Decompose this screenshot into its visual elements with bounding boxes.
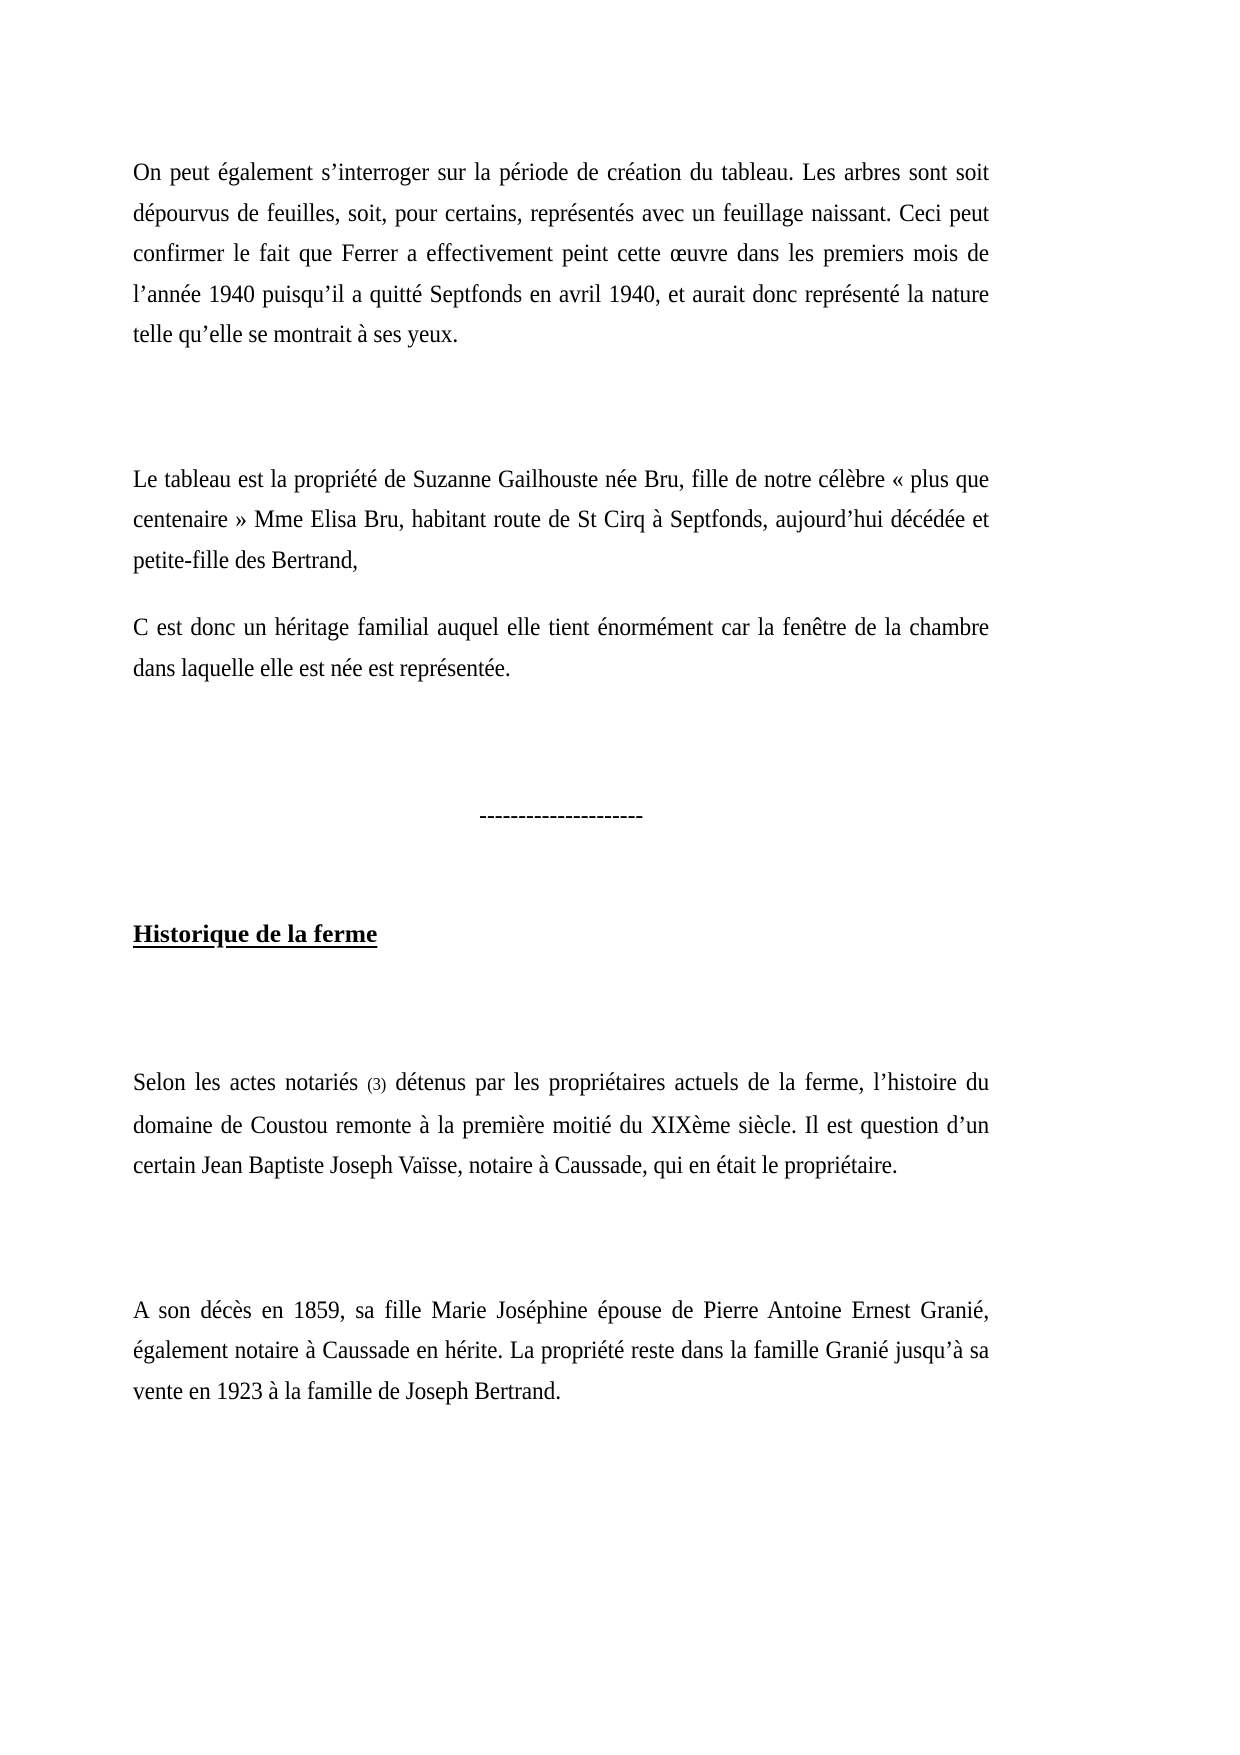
paragraph-spacer [133, 950, 989, 1062]
dashed-rule: --------------------- [478, 800, 644, 829]
footnote-reference-3: (3) [367, 1074, 387, 1094]
text-run-after-footnote: détenus par les propriétaires actuels de la ferme, l’histoire du domaine de Coustou remonte à la première moitié du XIXème siècle. Il est question d’un certain Jean Baptiste Joseph Vaïsse, notaire à Caussade, qui en était le propriétaire. [133, 1067, 990, 1179]
paragraph-spacer [133, 355, 989, 459]
paragraph-spacer [133, 1186, 989, 1290]
paragraph-creation-period: On peut également s’interroger sur la période de création du tableau. Les arbres sont soit dépourvus de feuilles, soit, pour certains, représentés avec un feuillage naissant. Ceci peut confirmer le fait que Ferrer a effectivement peint cette œuvre dans les premiers mois de l’année 1940 puisqu’il a quitté Septfonds en avril 1940, et aurait donc représenté la nature telle qu’elle se montrait à ses yeux. [133, 157, 990, 348]
text-run-before-footnote: Selon les actes notariés [133, 1067, 368, 1096]
document-body [133, 152, 989, 1411]
paragraph-ownership: Le tableau est la propriété de Suzanne Gailhouste née Bru, fille de notre célèbre « plus que centenaire » Mme Elisa Bru, habitant route de St Cirq à Septfonds, aujourd’hui décédée et petite-fille des Bertrand, [133, 463, 990, 574]
paragraph-spacer [133, 580, 989, 607]
paragraph-spacer [133, 830, 989, 918]
section-separator [133, 800, 989, 830]
section-heading-historique: Historique de la ferme [133, 919, 378, 948]
paragraph-spacer [133, 688, 989, 800]
paragraph-actes-notaries [133, 1062, 989, 1186]
paragraph-heritage: C est donc un héritage familial auquel elle tient énormément car la fenêtre de la chambre dans laquelle elle est née est représentée. [133, 612, 990, 682]
paragraph-succession: A son décès en 1859, sa fille Marie Joséphine épouse de Pierre Antoine Ernest Granié, également notaire à Caussade en hérite. La propriété reste dans la famille Granié jusqu’à sa vente en 1923 à la famille de Joseph Bertrand. [133, 1294, 990, 1405]
heading-block [133, 918, 989, 950]
